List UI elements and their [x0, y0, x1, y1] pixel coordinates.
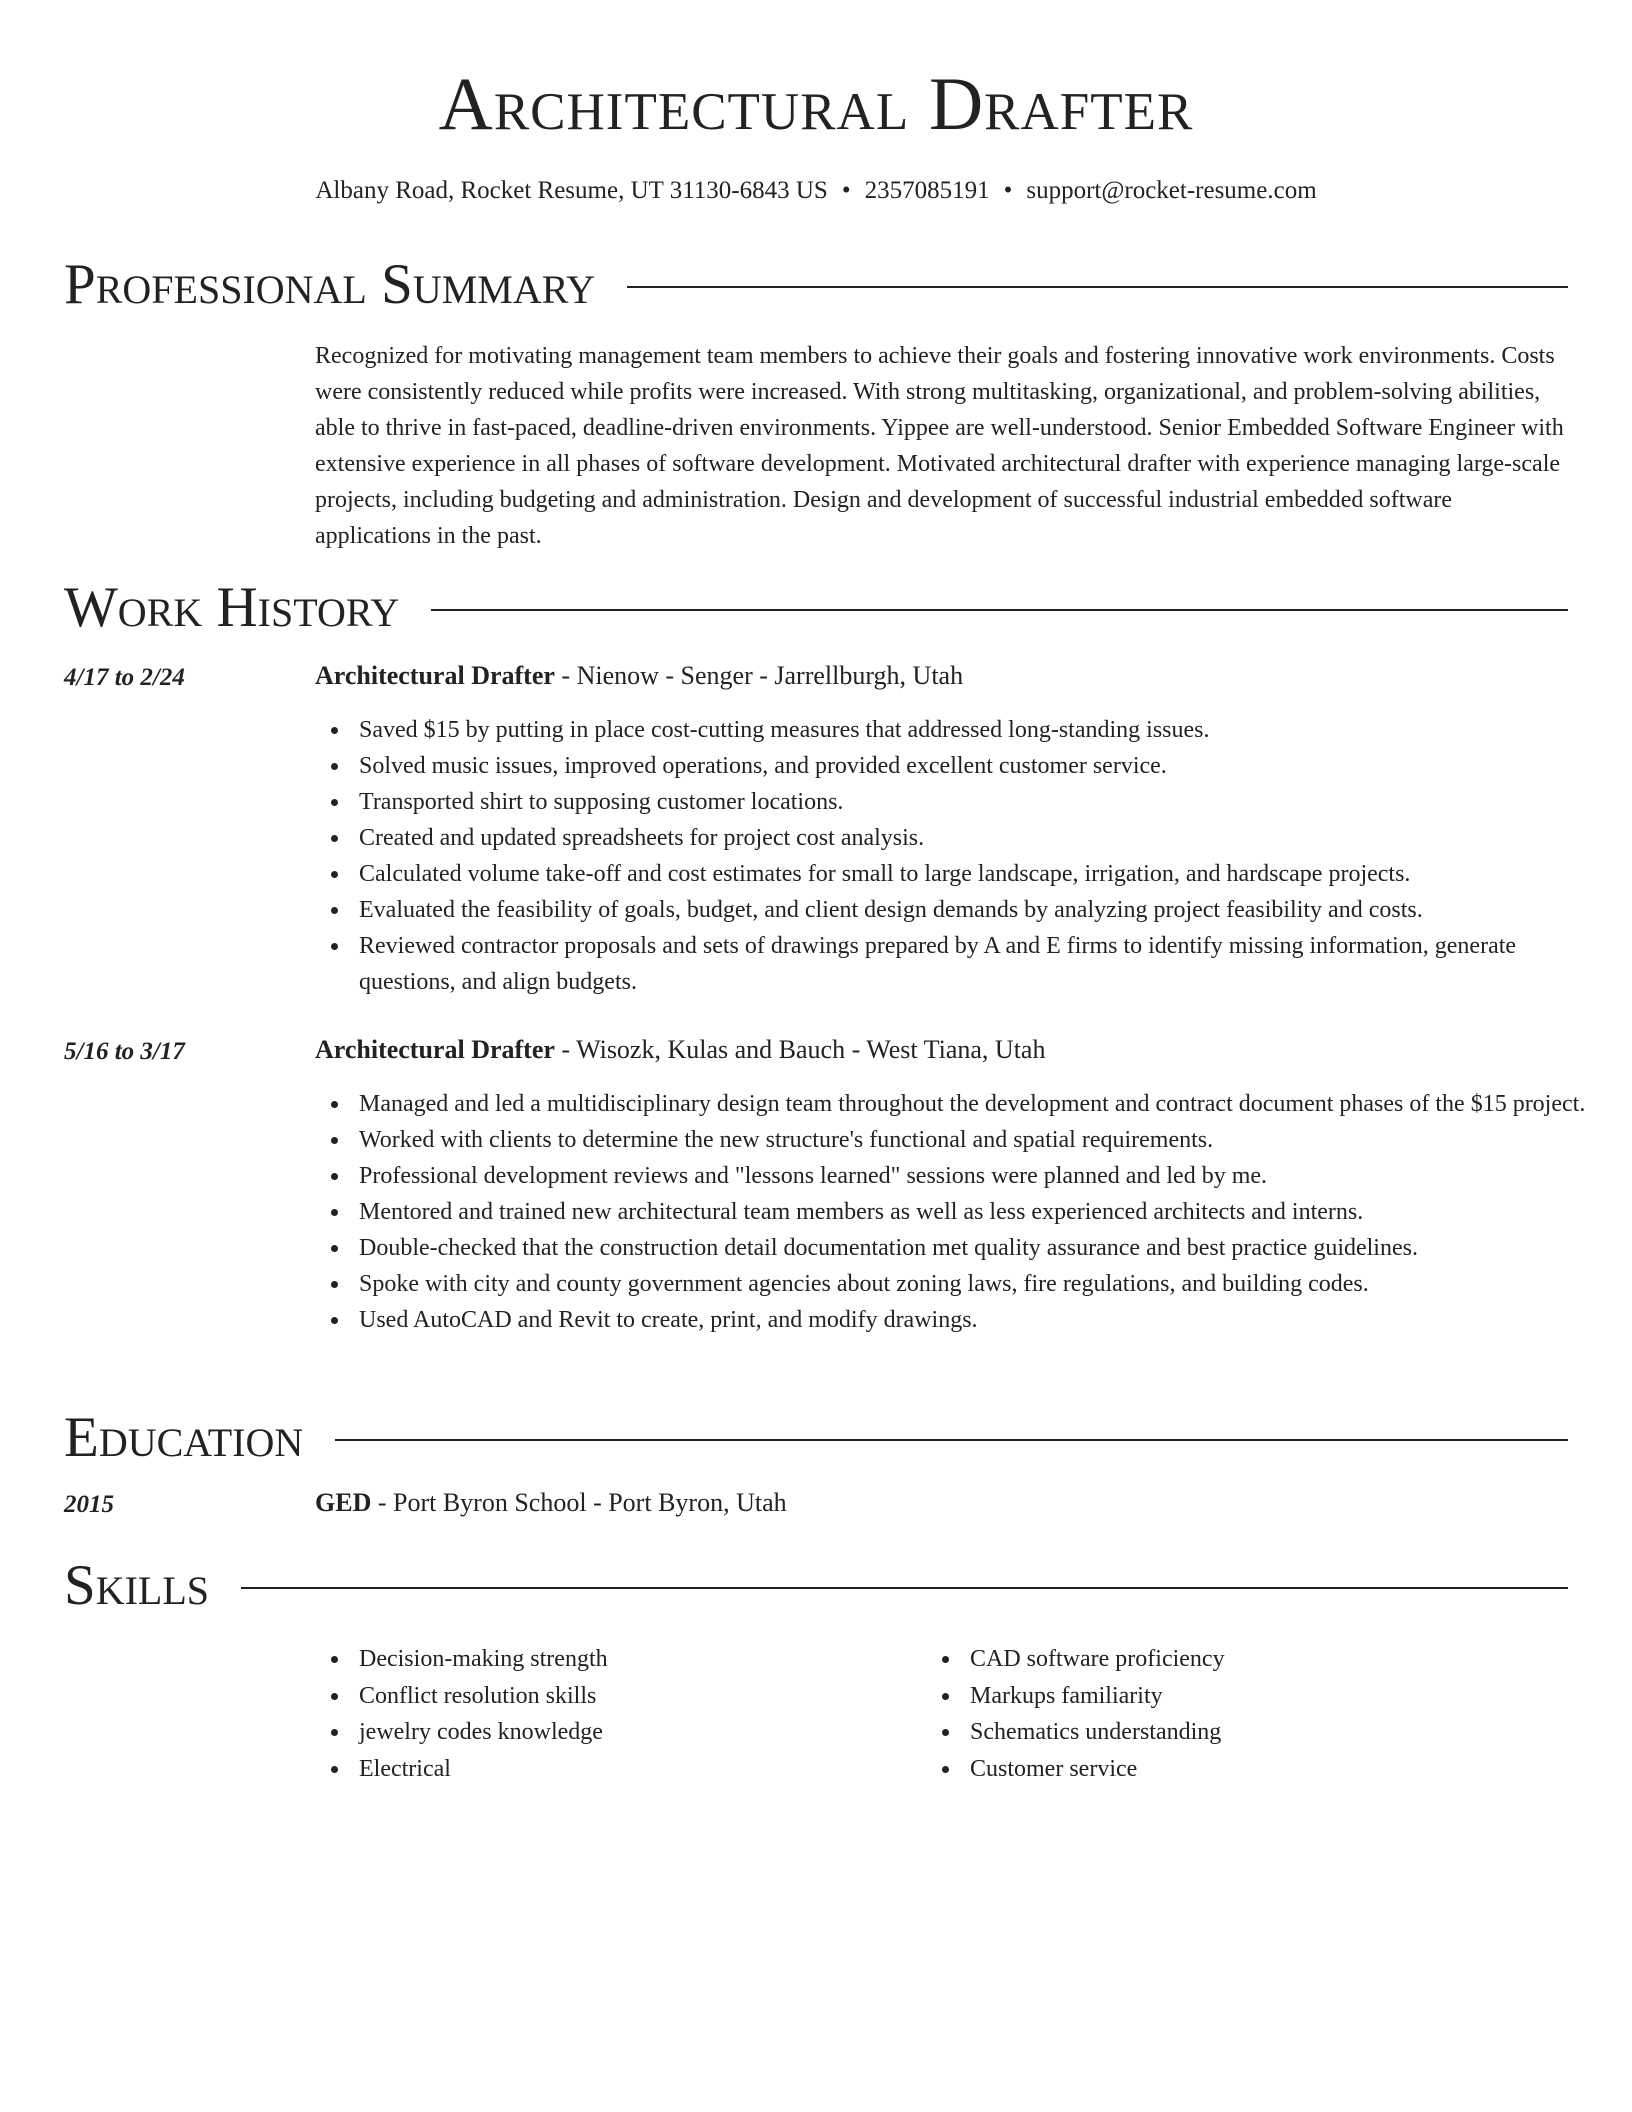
education-degree: GED — [315, 1488, 372, 1517]
education-line — [315, 1485, 1569, 1521]
list-item: Spoke with city and county government agencies about zoning laws, fire regulations, and building codes. — [359, 1266, 1613, 1302]
summary-heading: Professional Summary — [64, 253, 596, 316]
list-item: Mentored and trained new architectural team members as well as less experienced architects and interns. — [359, 1194, 1613, 1230]
list-item: Solved music issues, improved operations, and provided excellent customer service. — [359, 748, 1613, 784]
work-heading: Work History — [64, 576, 400, 639]
job-title: Architectural Drafter — [315, 661, 555, 690]
job-title-line — [315, 658, 1569, 694]
job-bullet-list — [315, 712, 1613, 1000]
job-title-line — [315, 1032, 1569, 1068]
job-bullet-list — [315, 1086, 1613, 1338]
contact-separator: • — [1003, 177, 1013, 204]
skill-item: Schematics understanding — [970, 1714, 1530, 1751]
list-item: Double-checked that the construction detail documentation met quality assurance and best practice guidelines. — [359, 1230, 1613, 1266]
job-title: Architectural Drafter — [315, 1035, 555, 1064]
resume-name: Architectural Drafter — [438, 63, 1194, 146]
skill-item: Markups familiarity — [970, 1678, 1530, 1715]
section-divider — [241, 1587, 1568, 1589]
job-details: - Wisozk, Kulas and Bauch - West Tiana, Utah — [554, 1035, 1046, 1064]
section-divider — [627, 286, 1568, 288]
job-dates: 4/17 to 2/24 — [64, 664, 185, 691]
contact-email[interactable]: support@rocket-resume.com — [1026, 177, 1317, 204]
list-item: Used AutoCAD and Revit to create, print, and modify drawings. — [359, 1302, 1613, 1338]
contact-address: Albany Road, Rocket Resume, UT 31130-6843 US — [315, 177, 828, 204]
summary-text: Recognized for motivating management team members to achieve their goals and fostering innovative work environments. Costs were consistently reduced while profits were increased. With strong multitasking, organizational, and problem-solving abilities, able to thrive in fast-paced, deadline-driven environments. Yippee are well-understood. Senior Embedded Software Engineer with extensive experience in all phases of software development. Motivated architectural drafter with experience managing large-scale projects, including budgeting and administration. Design and development of successful industrial embedded software applications in the past. — [315, 343, 1564, 549]
list-item: Reviewed contractor proposals and sets of drawings prepared by A and E firms to identify missing information, generate questions, and align budgets. — [359, 928, 1613, 1000]
contact-separator: • — [841, 177, 851, 204]
skill-item: Decision-making strength — [359, 1641, 919, 1678]
skills-heading: Skills — [64, 1554, 210, 1617]
education-section-header — [64, 1405, 1568, 1471]
skill-item: Electrical — [359, 1751, 919, 1788]
skill-item: jewelry codes knowledge — [359, 1714, 919, 1751]
skill-item: Customer service — [970, 1751, 1530, 1788]
education-heading: Education — [64, 1406, 304, 1469]
summary-section-header — [64, 252, 1568, 318]
section-divider — [431, 609, 1568, 611]
job-details: - Nienow - Senger - Jarrellburgh, Utah — [554, 661, 964, 690]
list-item: Saved $15 by putting in place cost-cutting measures that addressed long-standing issues. — [359, 712, 1613, 748]
work-section-header — [64, 575, 1568, 641]
section-divider — [335, 1439, 1568, 1441]
job-dates: 5/16 to 3/17 — [64, 1038, 185, 1065]
list-item: Worked with clients to determine the new structure's functional and spatial requirements. — [359, 1122, 1613, 1158]
contact-phone: 2357085191 — [864, 177, 990, 204]
list-item: Created and updated spreadsheets for project cost analysis. — [359, 820, 1613, 856]
list-item: Calculated volume take-off and cost estimates for small to large landscape, irrigation, and hardscape projects. — [359, 856, 1613, 892]
list-item: Managed and led a multidisciplinary design team throughout the development and contract document phases of the $15 project. — [359, 1086, 1613, 1122]
skill-item: CAD software proficiency — [970, 1641, 1530, 1678]
education-year: 2015 — [64, 1491, 114, 1518]
education-details: - Port Byron School - Port Byron, Utah — [371, 1488, 787, 1517]
list-item: Evaluated the feasibility of goals, budget, and client design demands by analyzing project feasibility and costs. — [359, 892, 1613, 928]
contact-line — [0, 174, 1632, 208]
skill-item: Conflict resolution skills — [359, 1678, 919, 1715]
skills-list-left — [315, 1641, 919, 1787]
list-item: Professional development reviews and "lessons learned" sessions were planned and led by me. — [359, 1158, 1613, 1194]
skills-section-header — [64, 1553, 1568, 1619]
skills-list-right — [926, 1641, 1530, 1787]
list-item: Transported shirt to supposing customer locations. — [359, 784, 1613, 820]
